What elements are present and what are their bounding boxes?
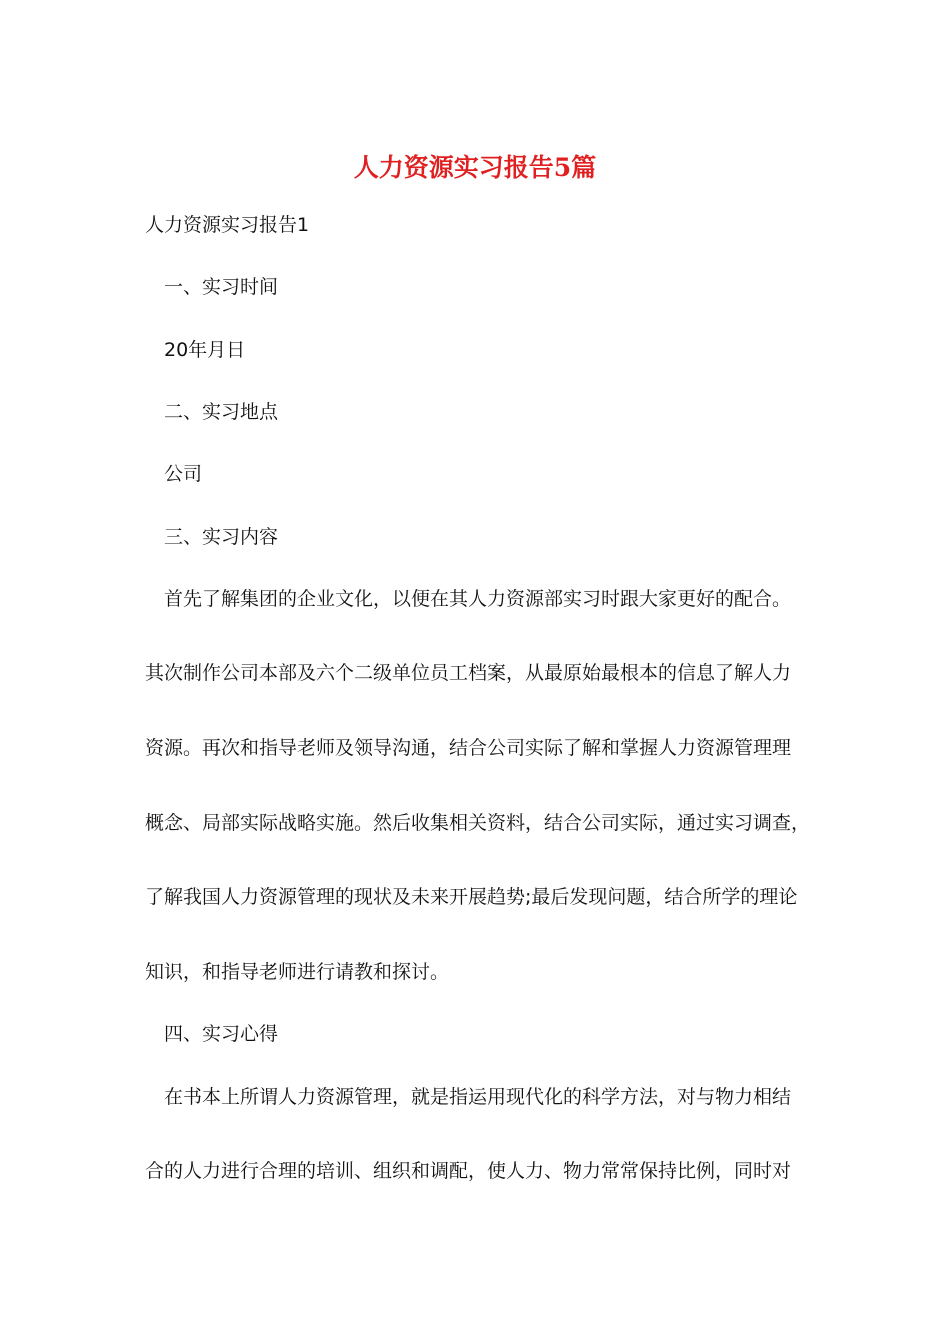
paragraph-line: 了解我国人力资源管理的现状及未来开展趋势;最后发现问题，结合所学的理论	[145, 886, 798, 908]
paragraph-line: 其次制作公司本部及六个二级单位员工档案，从最原始最根本的信息了解人力	[145, 662, 792, 684]
section1-heading: 一、实习时间	[164, 276, 279, 298]
section2-value: 公司	[164, 463, 203, 485]
paragraph-line: 知识，和指导老师进行请教和探讨。	[145, 961, 450, 983]
section3-heading: 三、实习内容	[164, 526, 279, 548]
paragraph-line: 在书本上所谓人力资源管理，就是指运用现代化的科学方法，对与物力相结	[164, 1086, 792, 1108]
section2-heading: 二、实习地点	[164, 401, 279, 423]
paragraph-line: 资源。再次和指导老师及领导沟通，结合公司实际了解和掌握人力资源管理理	[145, 737, 792, 759]
section1-value: 20年月日	[164, 339, 246, 361]
paragraph-line: 概念、局部实际战略实施。然后收集相关资料，结合公司实际，通过实习调查，	[145, 812, 811, 834]
paragraph-line: 合的人力进行合理的培训、组织和调配，使人力、物力常常保持比例，同时对	[145, 1160, 792, 1182]
document-title: 人力资源实习报告5篇	[353, 153, 597, 182]
paragraph-line: 首先了解集团的企业文化，以便在其人力资源部实习时跟大家更好的配合。	[164, 588, 792, 610]
section4-heading: 四、实习心得	[164, 1023, 279, 1045]
report-subtitle: 人力资源实习报告1	[145, 214, 310, 236]
